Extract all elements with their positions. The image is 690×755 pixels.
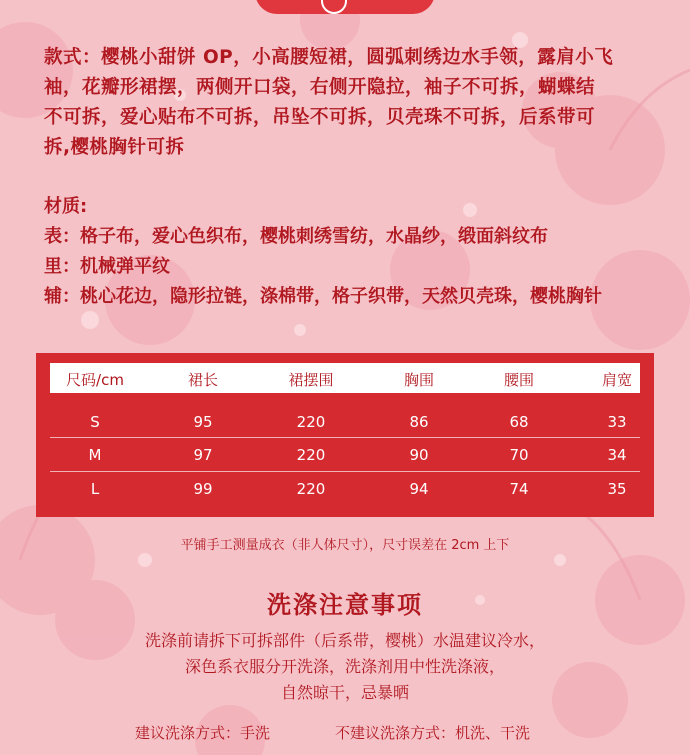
recommended-wash: 建议洗涤方式：手洗 <box>135 724 271 742</box>
row-divider <box>50 437 640 438</box>
size-cell: 90 <box>409 446 429 464</box>
not-recommended-wash: 不建议洗涤方式：机洗、干洗 <box>335 724 531 742</box>
size-cell: 99 <box>193 480 213 498</box>
materials-outer: 表：格子布，爱心色织布，樱桃刺绣雪纺，水晶纱，缎面斜纹布 <box>44 226 548 247</box>
size-table-header <box>50 363 640 393</box>
size-cell: 95 <box>193 413 213 431</box>
description-line: 拆,樱桃胸针可拆 <box>44 137 185 158</box>
size-cell: 34 <box>607 446 627 464</box>
size-cell: L <box>90 480 100 498</box>
size-cell: 220 <box>296 480 326 498</box>
measurement-note: 平铺手工测量成衣（非人体尺寸），尺寸误差在 2cm 上下 <box>180 538 510 553</box>
size-cell: 97 <box>193 446 213 464</box>
materials-section <box>44 192 662 312</box>
description-line: 袖，花瓣形裙摆，两侧开口袋，右侧开隐拉，袖子不可拆，蝴蝶结 <box>44 77 596 98</box>
size-cell: M <box>88 446 102 464</box>
top-decoration-badge <box>255 0 435 14</box>
care-line: 自然晾干，忌暴晒 <box>280 683 409 702</box>
size-cell: 86 <box>409 413 429 431</box>
product-description <box>44 43 662 163</box>
size-cell: S <box>90 413 100 431</box>
size-cell: 68 <box>509 413 529 431</box>
care-line: 洗涤前请拆下可拆部件（后系带，樱桃）水温建议冷水， <box>144 631 545 650</box>
size-header-cell: 裙长 <box>187 371 218 389</box>
size-cell: 220 <box>296 413 326 431</box>
row-divider <box>50 471 640 472</box>
size-cell: 35 <box>607 480 627 498</box>
size-cell: 70 <box>509 446 529 464</box>
size-cell: 220 <box>296 446 326 464</box>
size-cell: 33 <box>607 413 627 431</box>
description-line: 不可拆，爱心贴布不可拆，吊坠不可拆，贝壳珠不可拆，后系带可 <box>44 107 596 128</box>
size-cell: 94 <box>409 480 429 498</box>
care-line: 深色系衣服分开洗涤，洗涤剂用中性洗涤液， <box>184 657 505 676</box>
materials-heading: 材质: <box>44 196 88 217</box>
size-table-panel <box>36 353 654 517</box>
care-instructions <box>0 628 690 706</box>
size-header-cell: 裙摆围 <box>288 371 334 389</box>
size-header-cell: 尺码/cm <box>66 371 124 389</box>
materials-lining: 里：机械弹平纹 <box>44 256 170 277</box>
size-header-cell: 肩宽 <box>601 371 632 389</box>
description-line: 款式：樱桃小甜饼 OP，小高腰短裙，圆弧刺绣边水手领，露肩小飞 <box>44 47 614 68</box>
size-cell: 74 <box>509 480 529 498</box>
size-header-cell: 胸围 <box>403 371 434 389</box>
size-header-cell: 腰围 <box>503 371 534 389</box>
ring-icon <box>321 0 347 14</box>
care-title: 洗涤注意事项 <box>267 591 423 619</box>
materials-trim: 辅：桃心花边，隐形拉链，涤棉带，格子织带，天然贝壳珠，樱桃胸针 <box>44 286 602 307</box>
